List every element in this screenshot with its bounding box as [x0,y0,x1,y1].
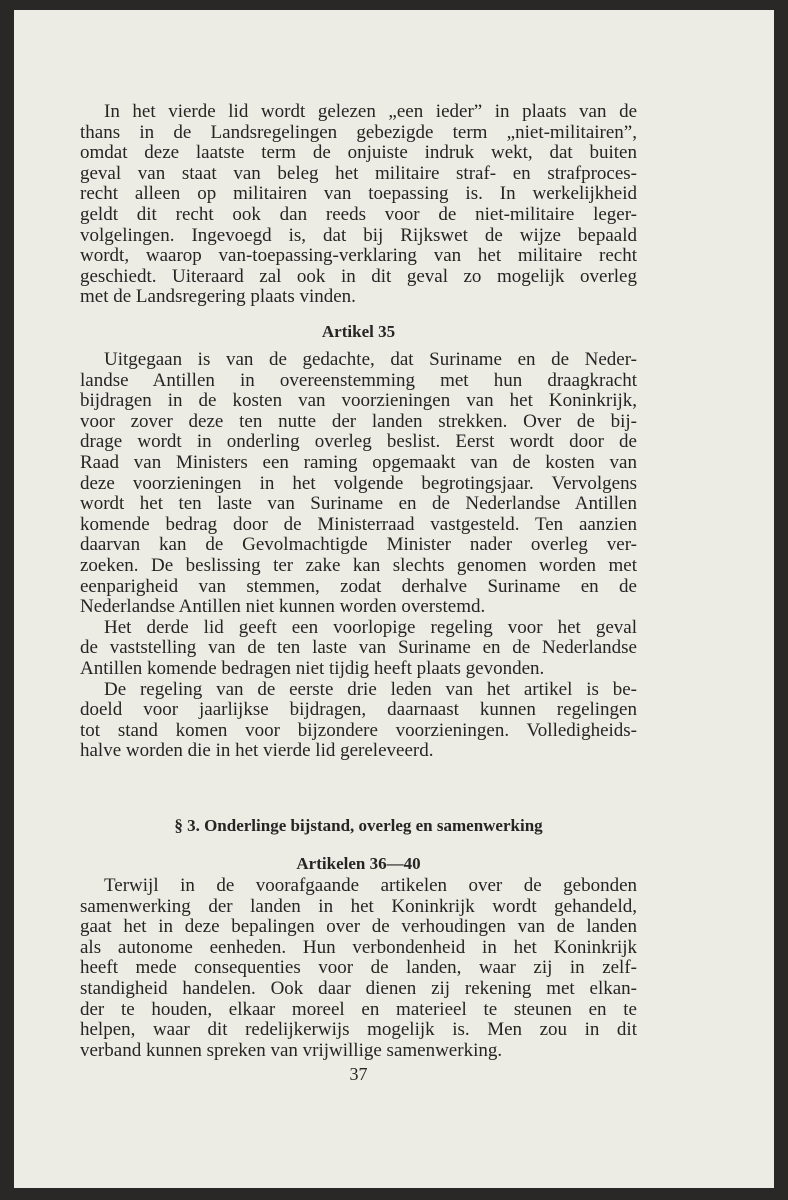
text-line: daarvan kan de Gevolmachtigde Minister nader overleg ver- [80,534,637,556]
text-line: recht alleen op militairen van toepassing is. In werkelijkheid [80,183,637,205]
text-line: wordt het ten laste van Suriname en de Nederlandse Antillen [80,493,637,515]
text-line: halve worden die in het vierde lid gereleveerd. [80,740,434,762]
text-line: bijdragen in de kosten van voorzieningen van het Koninkrijk, [80,390,637,412]
text-line: Raad van Ministers een raming opgemaakt van de kosten van [80,451,637,473]
text-line: Uitgegaan is van de gedachte, dat Suriname en de Neder- [104,349,637,370]
text-line: tot stand komen voor bijzondere voorzieningen. Volledigheids- [80,719,637,741]
text-line: helpen, waar dit redelijkerwijs mogelijk is. Men zou in dit [80,1019,637,1041]
text-line: standigheid handelen. Ook daar dienen zij rekening met elkan- [80,977,637,999]
text-line: eenparigheid van stemmen, zodat derhalve Suriname en de [80,575,637,597]
text-line: drage wordt in onderling overleg beslist. Eerst wordt door de [80,431,637,453]
text-line: der te houden, elkaar moreel en materieel te steunen en te [80,998,637,1020]
text-line: Nederlandse Antillen niet kunnen worden overstemd. [80,596,486,618]
text-line: deze voorzieningen in het volgende begrotingsjaar. Vervolgens [80,472,637,494]
text-line: landse Antillen in overeenstemming met hun draagkracht [80,369,637,391]
text-line: Terwijl in de voorafgaande artikelen over de gebonden [104,875,637,896]
text-line: In het vierde lid wordt gelezen „een ieder” in plaats van de [104,101,637,122]
text-line: geschiedt. Uiteraard zal ook in dit geval zo mogelijk overleg [80,265,637,287]
text-line: Het derde lid geeft een voorlopige regeling voor het geval [104,616,637,638]
text-line: gaat het in deze bepalingen over de verhoudingen van de landen [80,916,637,938]
text-line: als autonome eenheden. Hun verbondenheid in het Koninkrijk [80,936,637,958]
paragraph-contributions [80,350,637,762]
article-35-heading: Artikel 35 [321,322,396,341]
document-page [14,10,774,1188]
paragraph-mutual-assistance [80,876,637,1061]
text-line: volgelingen. Ingevoegd is, dat bij Rijkswet de wijze bepaald [80,224,637,246]
text-line: met de Landsregering plaats vinden. [80,286,356,308]
page-number: 37 [349,1064,368,1084]
text-line: komende bedrag door de Ministerraad vastgesteld. Ten aanzien [80,513,637,535]
text-line: wordt, waarop van-toepassing-verklaring van het militaire recht [80,245,637,267]
section-3-heading: § 3. Onderlinge bijstand, overleg en samenwerking [174,816,543,835]
text-line: De regeling van de eerste drie leden van het artikel is be- [104,678,637,700]
articles-36-40-heading: Artikelen 36—40 [296,854,421,873]
text-line: voor zover deze ten nutte der landen strekken. Over de bij- [80,410,637,432]
text-line: zoeken. De beslissing ter zake kan slechts genomen worden met [80,554,637,576]
text-line: de vaststelling van de ten laste van Suriname en de Nederlandse [80,637,637,659]
text-line: geldt dit recht ook dan reeds voor de niet-militaire leger- [80,203,637,225]
text-line: heeft mede consequenties voor de landen, waar zij in zelf- [80,957,637,979]
text-line: thans in de Landsregelingen gebezigde term „niet-militairen”, [80,121,637,143]
text-line: omdat deze laatste term de onjuiste indruk wekt, dat buiten [80,142,637,164]
text-line: Antillen komende bedragen niet tijdig heeft plaats gevonden. [80,657,545,679]
paragraph-military-law [80,102,637,308]
text-line: geval van staat van beleg het militaire straf- en strafproces- [80,162,637,184]
text-line: doeld voor jaarlijkse bijdragen, daarnaast kunnen regelingen [80,699,637,721]
text-line: verband kunnen spreken van vrijwillige samenwerking. [80,1039,503,1061]
text-line: samenwerking der landen in het Koninkrijk wordt gehandeld, [80,895,637,917]
